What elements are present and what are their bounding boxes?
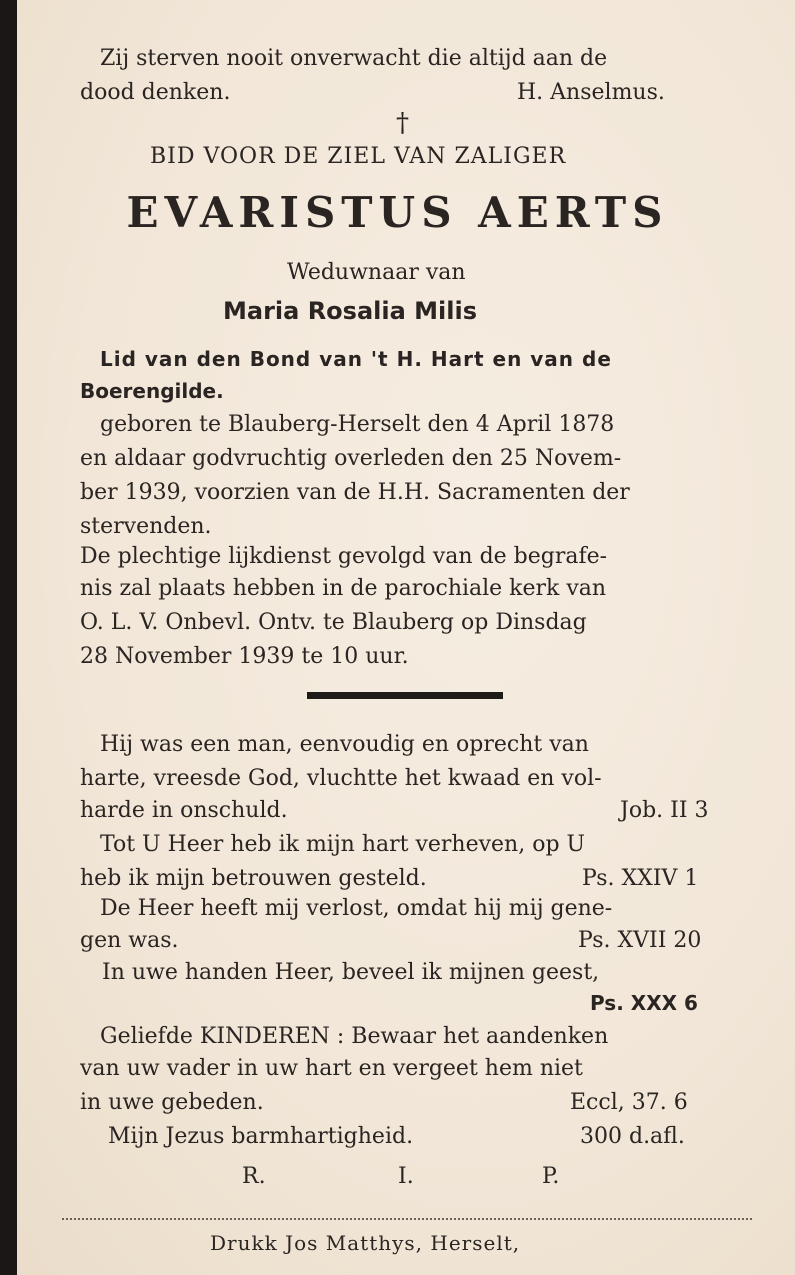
membership-line-2: Boerengilde.	[80, 379, 224, 403]
printer-credit: Drukk Jos Matthys, Herselt,	[210, 1231, 521, 1255]
rip-letter: P.	[542, 1164, 560, 1189]
verse-line: gen was.	[80, 928, 179, 953]
spouse-name: Maria Rosalia Milis	[223, 297, 477, 325]
verse-line: harte, vreesde God, vluchtte het kwaad en vol-	[80, 766, 602, 791]
bio-line: De plechtige lijkdienst gevolgd van de begrafe-	[80, 544, 608, 569]
verse-line: Tot U Heer heb ik mijn hart verheven, op U	[100, 832, 586, 857]
bio-line: stervenden.	[80, 514, 212, 539]
rip-letter: R.	[242, 1164, 266, 1189]
bio-line: geboren te Blauberg-Herselt den 4 April 1878	[100, 412, 615, 437]
verse-line: in uwe gebeden.	[80, 1090, 264, 1115]
verse-reference: Eccl, 37. 6	[570, 1090, 688, 1115]
widower-label: Weduwnaar van	[287, 260, 466, 285]
verse-reference: Job. II 3	[620, 798, 709, 823]
intro-line: BID VOOR DE ZIEL VAN ZALIGER	[150, 144, 567, 169]
quote-line-2: dood denken.	[80, 80, 231, 105]
cross-icon: †	[396, 108, 409, 138]
footer-divider	[62, 1218, 752, 1220]
verse-line: De Heer heeft mij verlost, omdat hij mij gene-	[100, 896, 613, 921]
verse-line: Geliefde KINDEREN : Bewaar het aandenken	[100, 1024, 609, 1049]
verse-line: Mijn Jezus barmhartigheid.	[108, 1124, 414, 1149]
bio-line: en aldaar godvruchtig overleden den 25 Novem-	[80, 446, 622, 471]
verse-line: Hij was een man, eenvoudig en oprecht van	[100, 732, 589, 757]
verse-line: van uw vader in uw hart en vergeet hem niet	[80, 1056, 583, 1081]
bio-line: 28 November 1939 te 10 uur.	[80, 644, 409, 669]
verse-reference: Ps. XVII 20	[578, 928, 702, 953]
divider-bar	[307, 692, 503, 699]
verse-reference: 300 d.afl.	[580, 1124, 685, 1149]
bio-line: O. L. V. Onbevl. Ontv. te Blauberg op Dinsdag	[80, 610, 587, 635]
bio-line: nis zal plaats hebben in de parochiale kerk van	[80, 576, 607, 601]
quote-line-1: Zij sterven nooit onverwacht die altijd aan de	[100, 46, 608, 71]
rip-letter: I.	[398, 1164, 414, 1189]
verse-reference: Ps. XXX 6	[590, 991, 698, 1015]
verse-reference: Ps. XXIV 1	[582, 866, 699, 891]
verse-line: In uwe handen Heer, beveel ik mijnen geest,	[102, 960, 600, 985]
membership-line-1: Lid van den Bond van 't H. Hart en van de	[100, 347, 612, 371]
deceased-name: EVARISTUS AERTS	[126, 188, 669, 237]
verse-line: harde in onschuld.	[80, 798, 288, 823]
verse-line: heb ik mijn betrouwen gesteld.	[80, 866, 427, 891]
bio-line: ber 1939, voorzien van de H.H. Sacramenten der	[80, 480, 630, 505]
quote-attribution: H. Anselmus.	[517, 80, 665, 105]
